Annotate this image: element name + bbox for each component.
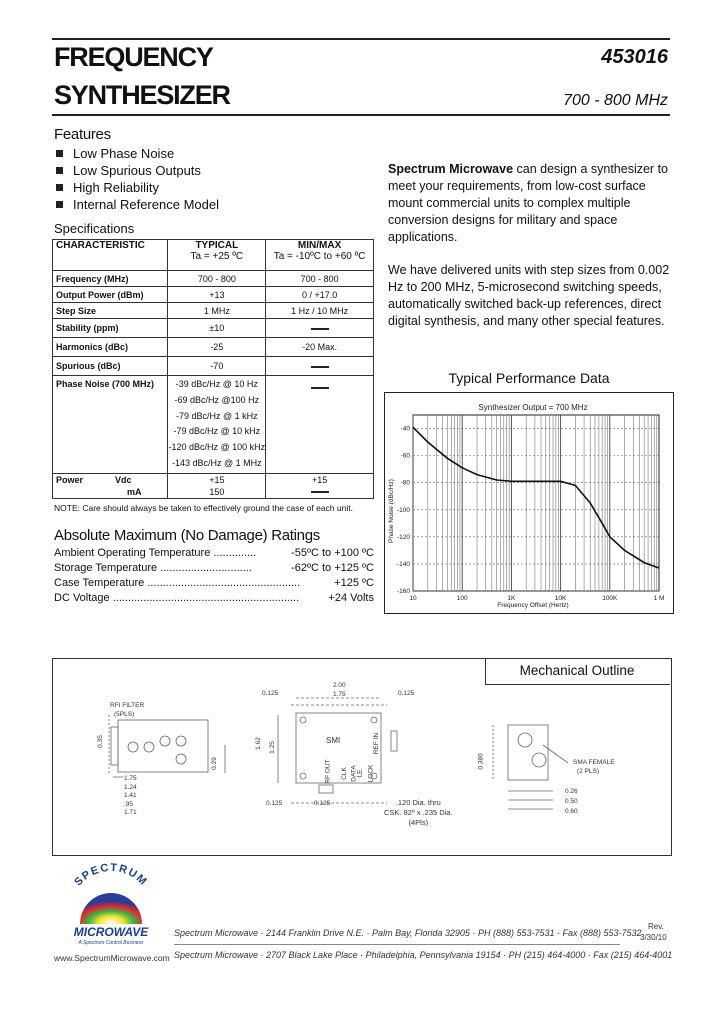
y-tick-label: -60 bbox=[400, 452, 410, 460]
feature-item: Internal Reference Model bbox=[56, 196, 219, 213]
dim-label: 0.125 bbox=[266, 800, 283, 807]
part-number: 453016 bbox=[601, 46, 668, 68]
table-row: Stability (ppm) ±10 bbox=[53, 319, 374, 338]
feature-item: High Reliability bbox=[56, 179, 219, 196]
rainbow-fan-icon bbox=[80, 893, 142, 924]
square-bullet-icon bbox=[56, 184, 63, 191]
chart-section-title: Typical Performance Data bbox=[448, 370, 610, 386]
x-tick-label: 1 M bbox=[653, 595, 665, 602]
amr-list bbox=[54, 546, 374, 606]
description-paragraph-2: We have delivered units with step sizes from 0.002 Hz to 200 MHz, 5-microsecond switching speeds, automatically switched back-up references, direct digital synthesis, and many other special features. bbox=[388, 263, 670, 328]
chart-ticks bbox=[397, 426, 664, 602]
logo-arc-text: SPECTRUM bbox=[72, 862, 150, 889]
dim-label: 0.125 bbox=[314, 800, 331, 807]
chart-title: Synthesizer Output = 700 MHz bbox=[478, 403, 588, 412]
col-minmax: MIN/MAX Ta = -10ºC to +60 ºC bbox=[266, 240, 374, 271]
pin-label: RF OUT bbox=[324, 759, 332, 784]
y-tick-label: -120 bbox=[396, 533, 410, 541]
dim-label: 0.26 bbox=[565, 788, 578, 795]
spectrum-microwave-logo bbox=[56, 862, 166, 950]
dim-label: 0.35 bbox=[96, 735, 104, 748]
rf-filter-label: RFI FILTER (5PLS) bbox=[110, 702, 145, 718]
dim-stack: 1.75 1.24 1.41 .95 1.71 bbox=[124, 775, 137, 816]
plot-frame bbox=[413, 415, 659, 591]
features-heading: Features bbox=[54, 126, 111, 143]
amr-row: DC Voltage ............................................................. +24 Volts bbox=[54, 592, 374, 604]
amr-row: Ambient Operating Temperature .............. -55ºC to +100 ºC bbox=[54, 547, 374, 559]
dim-label: 0.60 bbox=[565, 808, 578, 815]
square-bullet-icon bbox=[56, 201, 63, 208]
dim-label: 0.29 bbox=[210, 757, 218, 770]
amr-row: Case Temperature .................................................. +125 ºC bbox=[54, 577, 374, 589]
y-tick-label: -40 bbox=[400, 425, 410, 433]
dash-mark bbox=[311, 328, 329, 330]
table-row: Step Size 1 MHz 1 Hz / 10 MHz bbox=[53, 303, 374, 319]
smi-label: SMI bbox=[326, 736, 341, 745]
specs-header-row bbox=[53, 240, 374, 271]
description-paragraph-1: Spectrum Microwave can design a synthesizer to meet your requirements, from low-cost surface mount commercial units to complex multiple conversion designs for military and space applications. bbox=[388, 162, 668, 244]
dim-label: 0.380 bbox=[477, 753, 485, 770]
pin-label: DATA bbox=[350, 765, 358, 782]
header-rule-top bbox=[52, 38, 670, 40]
specs-heading: Specifications bbox=[54, 221, 135, 236]
table-row: Spurious (dBc) -70 bbox=[53, 357, 374, 376]
dash-mark bbox=[311, 491, 329, 493]
pin-label: REF IN bbox=[373, 732, 381, 755]
logo-tagline: A Spectrum Control Business bbox=[78, 940, 144, 946]
chart-xlabel: Frequency Offset (Hertz) bbox=[497, 602, 569, 609]
feature-item: Low Phase Noise bbox=[56, 145, 219, 162]
title-line-2: SYNTHESIZER bbox=[54, 80, 230, 110]
phase-noise-chart bbox=[385, 393, 671, 611]
square-bullet-icon bbox=[56, 167, 63, 174]
dim-label: 0.50 bbox=[565, 798, 578, 805]
y-tick-label: -80 bbox=[400, 479, 410, 487]
x-tick-label: 100 bbox=[456, 595, 468, 602]
footer-address-2: Spectrum Microwave · 2707 Black Lake Place · Philadelphia, Pennsylvania 19154 · PH (215) 464-4000 · Fax (215) 464-4001 bbox=[174, 950, 673, 960]
x-tick-label: 1K bbox=[507, 595, 516, 602]
frequency-range: 700 - 800 MHz bbox=[563, 92, 668, 109]
amr-heading: Absolute Maximum (No Damage) Ratings bbox=[54, 527, 320, 544]
amr-row: Storage Temperature .............................. -62ºC to +125 ºC bbox=[54, 562, 374, 574]
square-bullet-icon bbox=[56, 150, 63, 157]
x-tick-label: 10K bbox=[554, 595, 567, 602]
website-link[interactable]: www.SpectrumMicrowave.com bbox=[54, 953, 170, 963]
col-characteristic: CHARACTERISTIC bbox=[53, 240, 168, 271]
dim-label: 0.125 bbox=[398, 690, 415, 697]
dim-label: 2.00 bbox=[333, 682, 346, 689]
dim-label: 1.62 bbox=[254, 737, 262, 750]
y-tick-label: -140 bbox=[396, 560, 410, 568]
dash-mark bbox=[311, 387, 329, 389]
table-row: Harmonics (dBc) -25 -20 Max. bbox=[53, 338, 374, 357]
specs-note: NOTE: Care should always be taken to effectively ground the case of each unit. bbox=[54, 503, 353, 513]
feature-item: Low Spurious Outputs bbox=[56, 162, 219, 179]
pin-label: LOCK bbox=[367, 764, 375, 783]
revision-date: 3/30/10 bbox=[640, 933, 667, 942]
title-line-1: FREQUENCY bbox=[54, 42, 213, 72]
table-row-power: Power Vdc mA +15 150 +15 bbox=[53, 473, 374, 498]
revision-label: Rev. bbox=[648, 922, 664, 931]
logo-wordmark: MICROWAVE bbox=[73, 925, 149, 939]
y-tick-label: -100 bbox=[396, 506, 410, 514]
dim-label: 1.75 bbox=[333, 691, 346, 698]
footer-address-1: Spectrum Microwave · 2144 Franklin Drive N.E. · Palm Bay, Florida 32905 · PH (888) 553-7531 · Fax (888) 553-7532 bbox=[174, 928, 642, 938]
pin-label: LE bbox=[356, 769, 364, 778]
dim-label: 1.25 bbox=[268, 741, 276, 754]
table-row: Frequency (MHz) 700 - 800 700 - 800 bbox=[53, 271, 374, 287]
x-tick-label: 10 bbox=[409, 595, 417, 602]
x-tick-label: 100K bbox=[602, 595, 618, 602]
table-row-phase-noise: Phase Noise (700 MHz) -39 dBc/Hz @ 10 Hz -69 dBc/Hz @100 Hz -79 dBc/Hz @ 1 kHz -79 dBc/Hz @ 10 kHz -120 dBc/Hz @ 100 kHz -143 dBc/Hz @ 1 MHz bbox=[53, 376, 374, 474]
dash-mark bbox=[311, 366, 329, 368]
chart-ylabel: Phase Noise (dBc/Hz) bbox=[388, 479, 395, 543]
footer-rule bbox=[174, 944, 620, 945]
header-rule-bottom bbox=[52, 114, 670, 116]
specs-table bbox=[52, 239, 374, 499]
table-row: Output Power (dBm) +13 0 / +17.0 bbox=[53, 287, 374, 303]
chart-grid bbox=[413, 415, 659, 591]
phase-noise-series-line bbox=[413, 427, 659, 568]
pin-label: CLK bbox=[340, 767, 348, 780]
mounting-hole-note: .120 Dia. thru CSK. 82º x .235 Dia. (4Pls) bbox=[384, 798, 453, 827]
col-typical: TYPICAL Ta = +25 ºC bbox=[168, 240, 266, 271]
sma-female-label: SMA FEMALE (2 PLS) bbox=[573, 759, 615, 775]
dim-label: 0.125 bbox=[262, 690, 279, 697]
mechanical-outline-title: Mechanical Outline bbox=[519, 663, 635, 678]
features-list bbox=[56, 145, 219, 213]
y-tick-label: -160 bbox=[396, 588, 410, 595]
